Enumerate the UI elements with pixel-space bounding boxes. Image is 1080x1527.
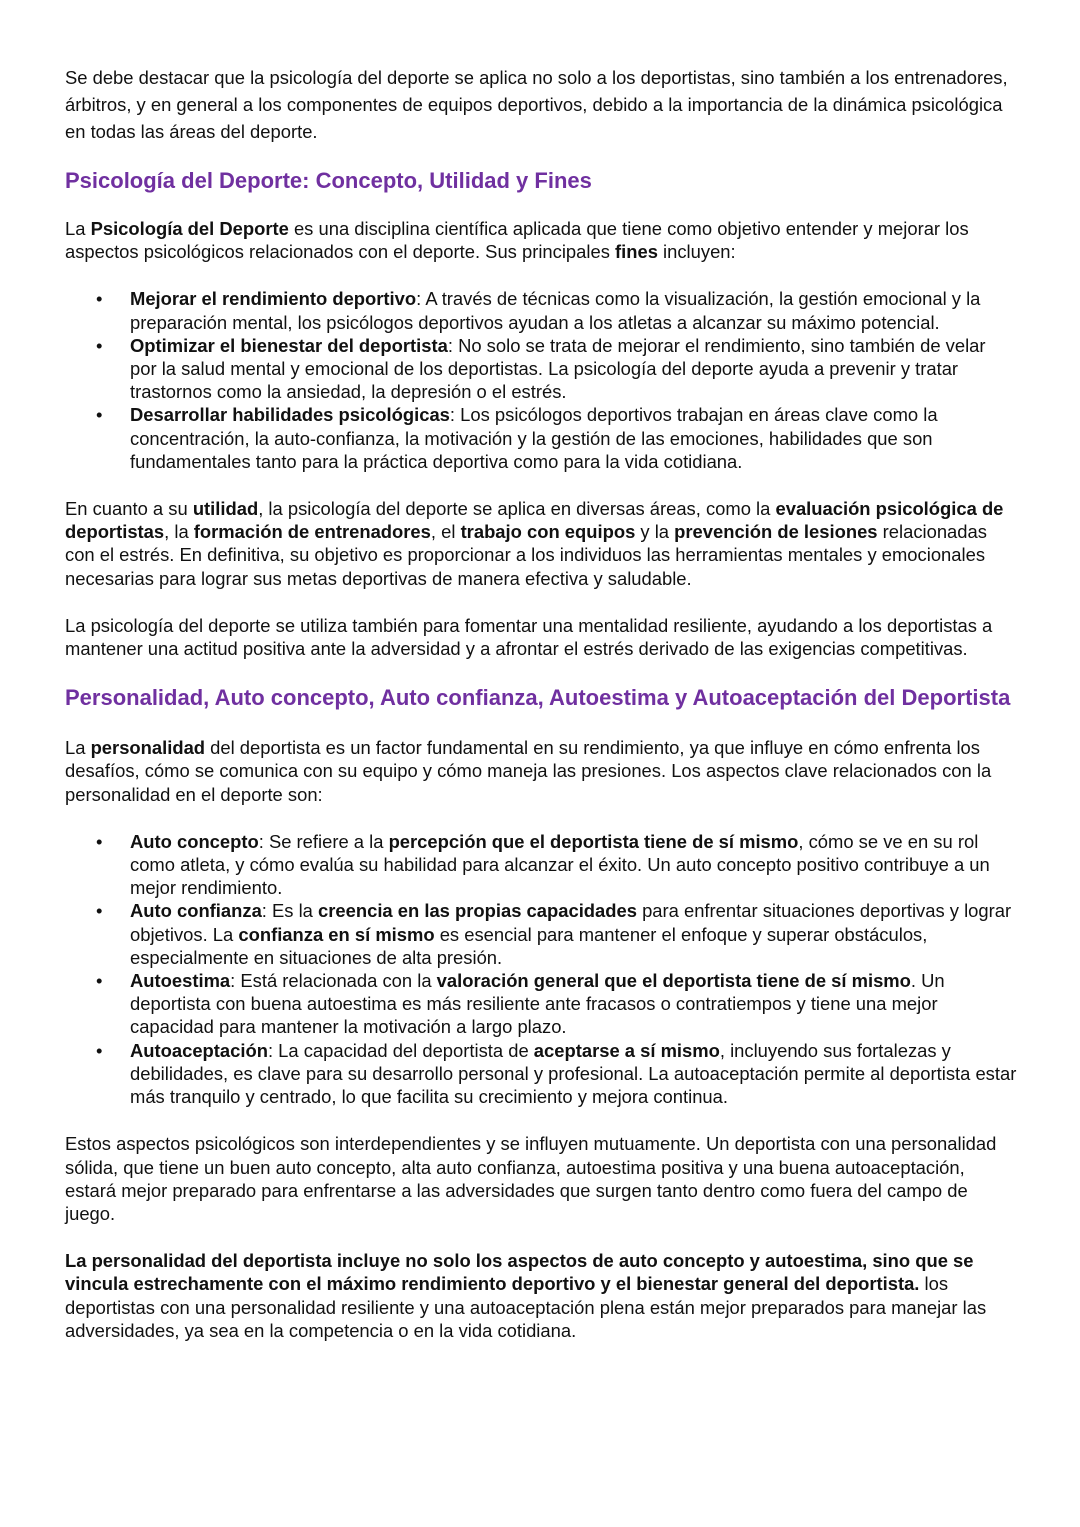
- text-run: , el: [430, 521, 461, 543]
- section-heading-concepto: Psicología del Deporte: Concepto, Utilidad y Fines: [65, 168, 592, 193]
- bold-text: Auto confianza: [130, 900, 262, 922]
- bold-text: trabajo con equipos: [460, 521, 636, 543]
- text-run: : Está relacionada con la: [230, 970, 437, 992]
- fines-list: [65, 287, 1017, 473]
- bold-text: Autoaceptación: [130, 1039, 268, 1061]
- text-run: , la psicología del deporte se aplica en diversas áreas, como la: [258, 498, 776, 520]
- bold-text: Psicología del Deporte: [90, 218, 289, 239]
- bold-text: formación de entrenadores: [193, 521, 431, 543]
- bold-text: Mejorar el rendimiento deportivo: [130, 288, 417, 310]
- text-run: del deportista es un factor fundamental en su rendimiento, ya que influye en cómo enfrenta los desafíos, cómo se comunica con su equipo y cómo maneja las presiones. Los aspectos clave relacionados con la personalidad en el deporte son:: [65, 737, 992, 805]
- list-item: [130, 969, 1017, 1039]
- section-heading-personalidad: Personalidad, Auto concepto, Auto confianza, Autoestima y Autoaceptación del Deportista: [65, 685, 1011, 711]
- text-run: para enfrentar situaciones deportivas y lograr objetivos. La: [130, 900, 1012, 945]
- list-item: [130, 334, 1017, 404]
- intro-paragraph: [65, 64, 1017, 145]
- list-item: [130, 287, 1017, 333]
- text-run: : Es la: [261, 900, 319, 922]
- paragraph-interdependencia: [65, 1132, 1017, 1225]
- text-run: La: [65, 737, 91, 759]
- text-run: La psicología del deporte se utiliza también para fomentar una mentalidad resiliente, ayudando a los deportistas a mantener una actitud positiva ante la adversidad y a afrontar el estrés derivado de las exigencias competitivas.: [65, 614, 993, 660]
- text-run: En cuanto a su: [65, 498, 193, 520]
- text-run: los deportistas con una personalidad resiliente y una autoaceptación plena están mejor preparados para manejar las adversidades, ya sea en la competencia o en la vida cotidiana.: [65, 1273, 987, 1341]
- text-run: , cómo se ve en su rol como atleta, y cómo evalúa su habilidad para alcanzar el éxito. Un auto concepto positivo contribuye a un mejor rendimiento.: [130, 830, 990, 899]
- bold-text: Optimizar el bienestar del deportista: [130, 334, 448, 356]
- list-item: [130, 1039, 1017, 1109]
- bold-text: fines: [615, 241, 658, 263]
- paragraph-resiliencia: [65, 614, 1017, 660]
- text-run: , la: [164, 521, 194, 543]
- text-run: Estos aspectos psicológicos son interdependientes y se influyen mutuamente. Un deportista con una personalidad sólida, que tiene un buen auto concepto, alta auto confianza, autoestima positiva y una buena autoaceptación, estará mejor preparado para enfrentarse a las adversidades que surgen tanto dentro como fuera del campo de juego.: [65, 1133, 997, 1224]
- bold-text: La personalidad del deportista incluye no solo los aspectos de auto concepto y autoestima, sino que se vincula estrechamente con el máximo rendimiento deportivo y el bienestar general del deportista.: [65, 1250, 974, 1295]
- document-page: [65, 64, 1017, 1342]
- text-run: La: [65, 218, 91, 239]
- bold-text: aceptarse a sí mismo: [533, 1039, 720, 1061]
- bold-text: personalidad: [90, 737, 206, 759]
- bold-text: confianza en sí mismo: [238, 923, 435, 945]
- paragraph-definition: [65, 217, 1017, 263]
- text-run: . Un deportista con buena autoestima es más resiliente ante fracasos o contratiempos y tiene una mejor capacidad para mantener la motivación a largo plazo.: [130, 970, 945, 1038]
- bold-text: Auto concepto: [130, 830, 259, 852]
- text-run: Se debe destacar que la psicología del deporte se aplica no solo a los deportistas, sino también a los entrenadores, árbitros, y en general a los componentes de equipos deportivos, debido a la importancia de la dinámica psicológica en todas las áreas del deporte.: [65, 67, 1008, 142]
- list-item: [130, 403, 1017, 473]
- list-item: [130, 899, 1017, 969]
- bold-text: Desarrollar habilidades psicológicas: [130, 404, 450, 426]
- text-run: : Los psicólogos deportivos trabajan en áreas clave como la concentración, la auto-confianza, la motivación y la gestión de las emociones, habilidades que son fundamentales tanto para la práctica deportiva como para la vida cotidiana.: [130, 404, 938, 472]
- bold-text: Autoestima: [130, 970, 231, 992]
- text-run: : Se refiere a la: [258, 830, 389, 852]
- text-run: , incluyendo sus fortalezas y debilidades, es clave para su desarrollo personal y profesional. La autoaceptación permite al deportista estar más tranquilo y centrado, lo que facilita su crecimiento y mejora continua.: [130, 1039, 1017, 1108]
- bold-text: evaluación psicológica de deportistas: [65, 498, 1004, 543]
- bold-text: percepción que el deportista tiene de sí mismo: [388, 830, 799, 852]
- text-run: relacionadas con el estrés. En definitiva, su objetivo es proporcionar a los individuos las herramientas mentales y emocionales necesarias para lograr sus metas deportivas de manera efectiva y saludable.: [65, 521, 987, 589]
- bold-text: creencia en las propias capacidades: [318, 900, 637, 922]
- text-run: : La capacidad del deportista de: [267, 1039, 534, 1061]
- bold-text: utilidad: [192, 498, 259, 520]
- paragraph-personalidad: [65, 736, 1017, 806]
- paragraph-utilidad: [65, 497, 1017, 590]
- text-run: : A través de técnicas como la visualización, la gestión emocional y la preparación mental, los psicólogos deportivos ayudan a los atletas a alcanzar su máximo potencial.: [130, 288, 981, 333]
- text-run: y la: [635, 521, 675, 543]
- text-run: incluyen:: [657, 241, 736, 263]
- text-run: : No solo se trata de mejorar el rendimiento, sino también de velar por la salud mental y emocional de los deportistas. La psicología del deporte ayuda a prevenir y tratar trastornos como la ansiedad, la depresión o el estrés.: [130, 334, 986, 403]
- bold-text: prevención de lesiones: [674, 521, 878, 543]
- text-run: es una disciplina científica aplicada que tiene como objetivo entender y mejorar los aspectos psicológicos relacionados con el deporte. Sus principales: [65, 218, 969, 263]
- aspectos-list: [65, 830, 1017, 1108]
- text-run: es esencial para mantener el enfoque y superar obstáculos, especialmente en situaciones de alta presión.: [130, 923, 928, 968]
- bold-text: valoración general que el deportista tiene de sí mismo: [436, 970, 911, 992]
- paragraph-conclusion: [65, 1249, 1017, 1342]
- list-item: [130, 830, 1017, 900]
